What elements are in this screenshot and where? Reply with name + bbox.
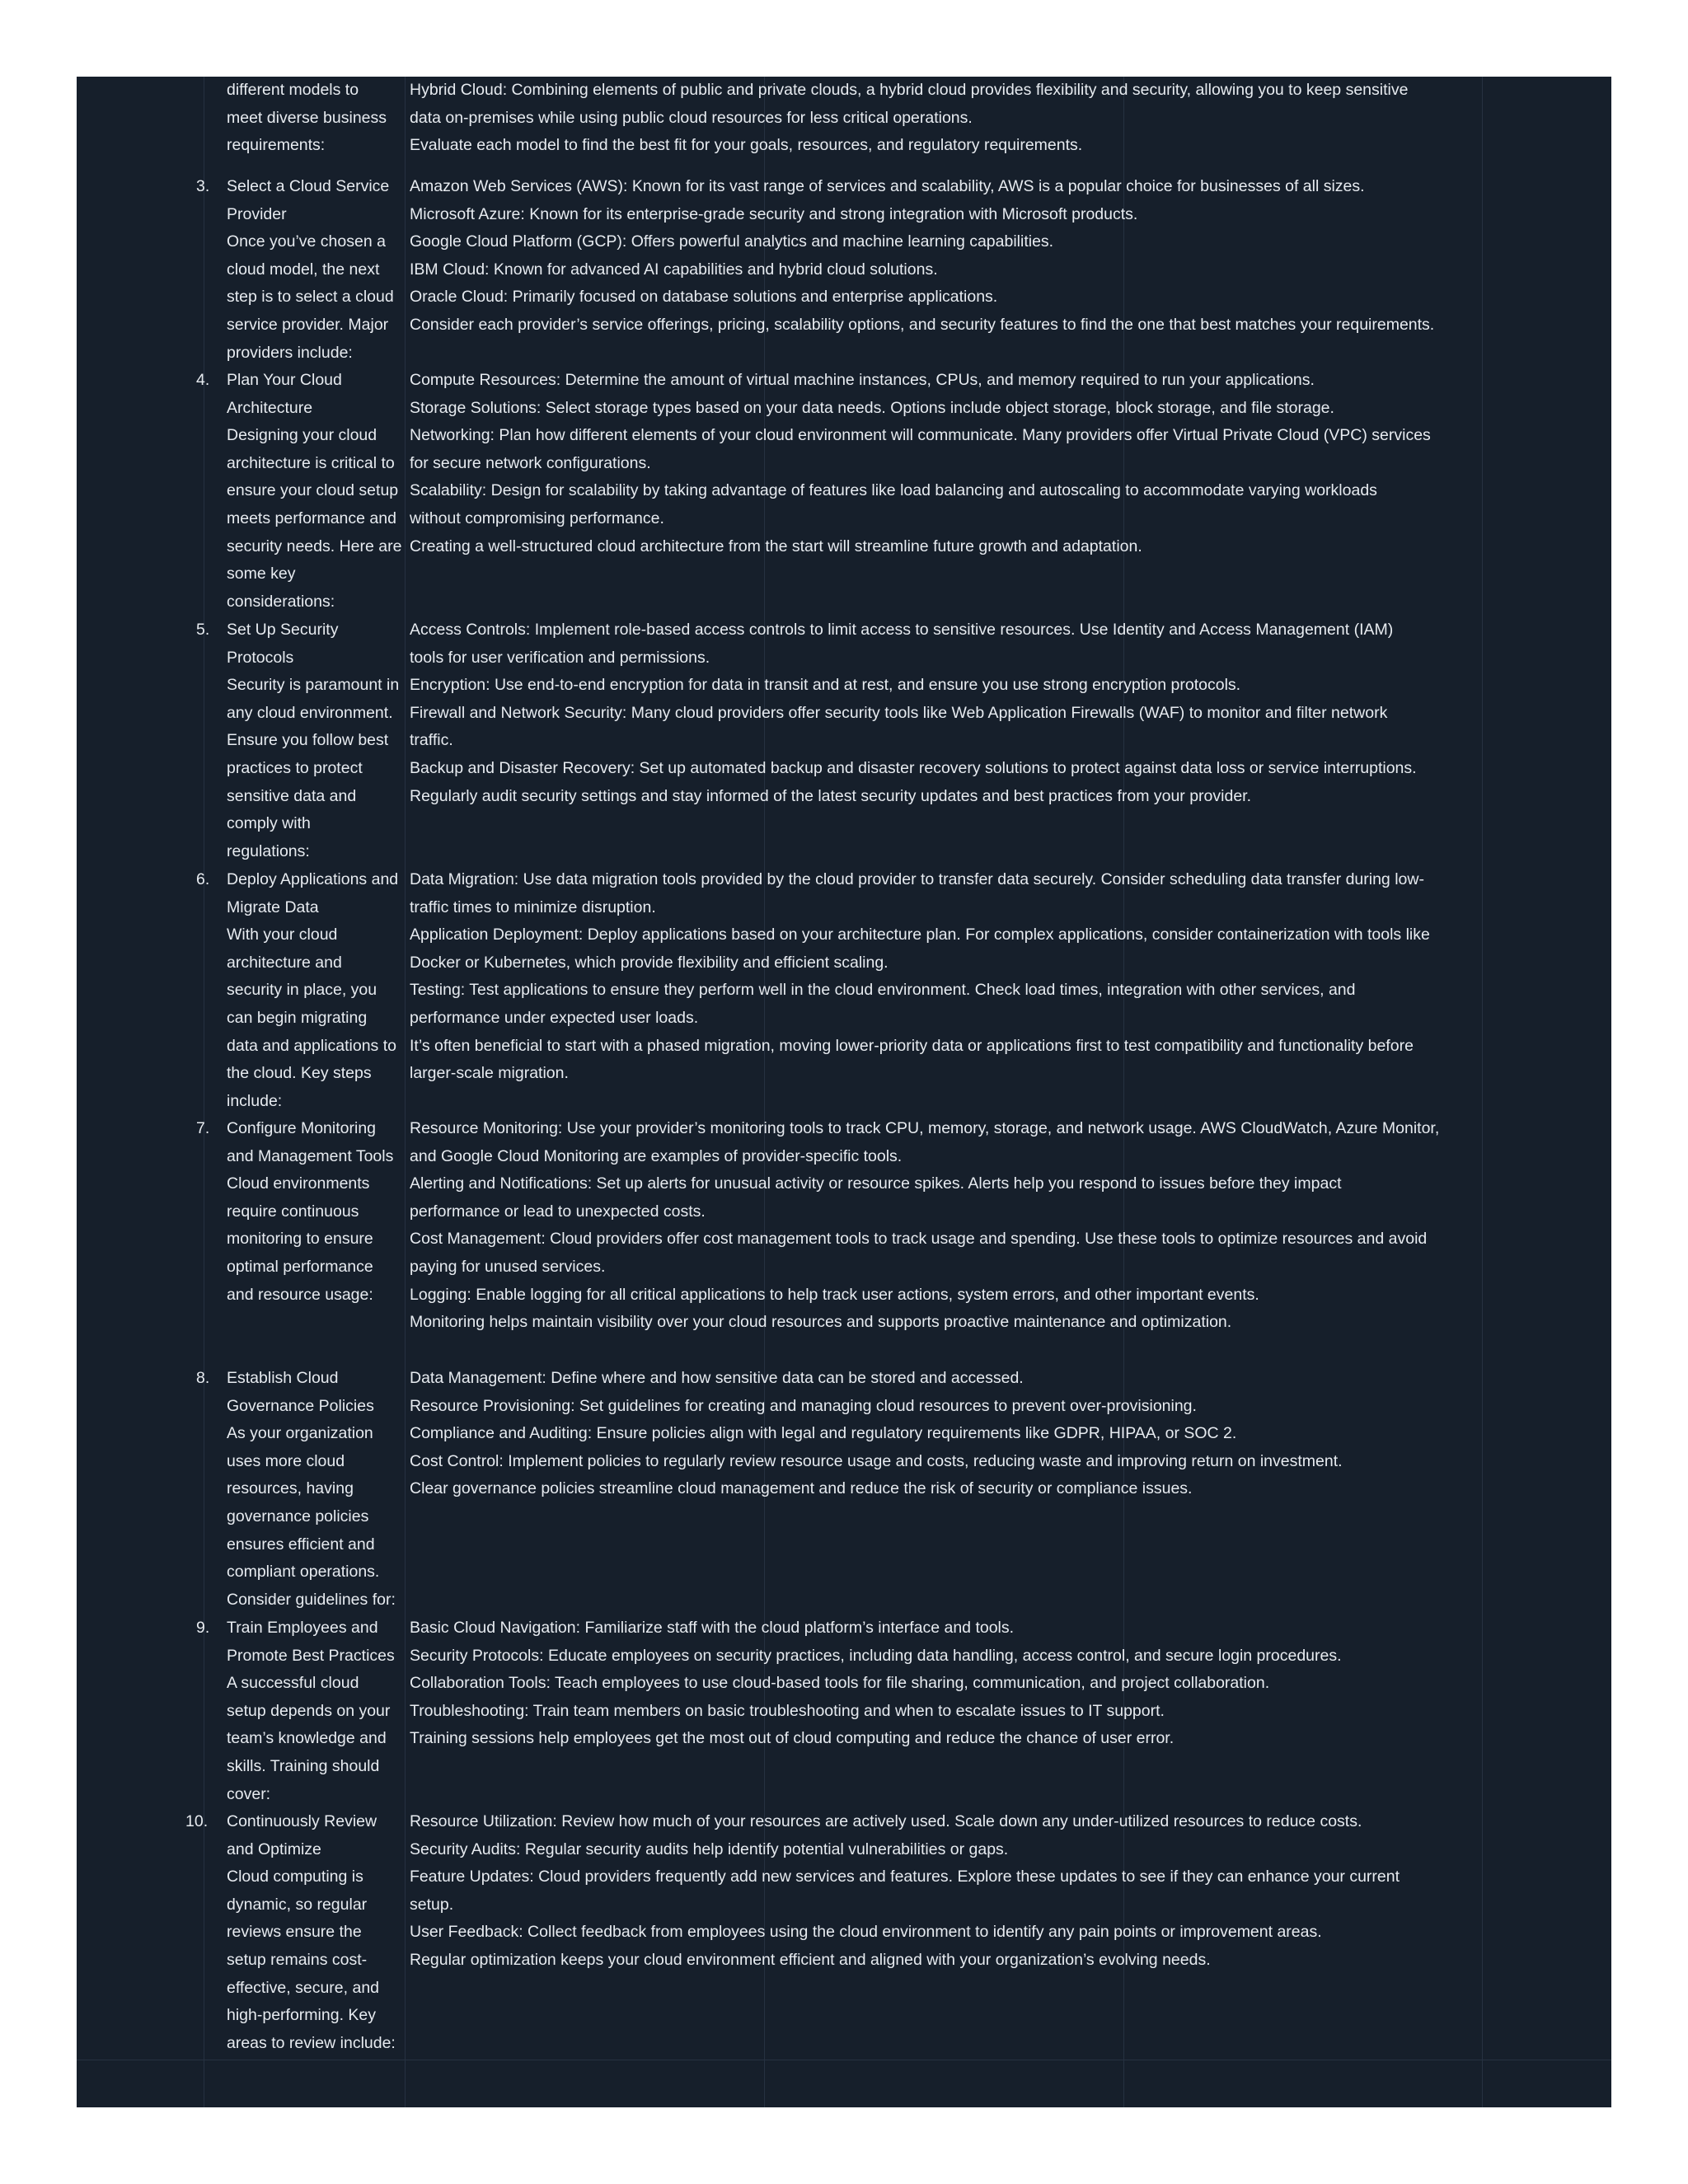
left-line: practices to protect <box>227 758 363 777</box>
section-6-left <box>227 866 410 1115</box>
section-10-left <box>227 1808 410 2057</box>
left-line: security needs. Here are <box>227 537 402 555</box>
right-line: Data Migration: Use data migration tools provided by the cloud provider to transfer data securely. Consider scheduling data transfer during low- <box>410 870 1424 888</box>
right-line: setup. <box>410 1895 454 1914</box>
section-number: 4. <box>196 371 210 389</box>
left-line: Governance Policies <box>227 1396 374 1415</box>
left-line: Cloud environments <box>227 1174 370 1193</box>
left-line: Once you’ve chosen a <box>227 232 386 251</box>
section-9-left <box>227 1615 410 1808</box>
left-line: compliant operations. <box>227 1563 380 1582</box>
section-number: 7. <box>196 1119 210 1137</box>
section-8-right <box>410 1365 1559 1503</box>
right-line: performance or lead to unexpected costs. <box>410 1202 706 1221</box>
section-10-right <box>410 1808 1559 1975</box>
right-line: Alerting and Notifications: Set up alerts for unusual activity or resource spikes. Alerts help you respond to issues before they impact <box>410 1174 1342 1193</box>
left-line: regulations: <box>227 841 310 860</box>
left-line: monitoring to ensure <box>227 1230 373 1249</box>
left-line: Set Up Security <box>227 621 339 639</box>
left-line: As your organization <box>227 1424 373 1443</box>
left-line: Designing your cloud <box>227 426 377 445</box>
right-line: traffic. <box>410 731 453 750</box>
right-line: Scalability: Design for scalability by taking advantage of features like load balancing and autoscaling to accommodate varying workloads <box>410 481 1377 500</box>
right-line: Encryption: Use end-to-end encryption for data in transit and at rest, and ensure you use strong encryption protocols. <box>410 676 1241 695</box>
left-line: some key <box>227 565 296 583</box>
right-line: data on-premises while using public cloud resources for less critical operations. <box>410 108 973 127</box>
left-line: Protocols <box>227 648 294 667</box>
right-line: Hybrid Cloud: Combining elements of public and private clouds, a hybrid cloud provides flexibility and security, allowing you to keep sensitive <box>410 81 1409 99</box>
right-line: Microsoft Azure: Known for its enterprise-grade security and strong integration with Microsoft products. <box>410 204 1138 223</box>
left-line: service provider. Major <box>227 315 389 334</box>
section-4-left <box>227 367 410 616</box>
section-number: 3. <box>196 177 210 195</box>
right-line: Storage Solutions: Select storage types based on your data needs. Options include object storage, block storage, and file storage. <box>410 398 1334 417</box>
right-line: Resource Provisioning: Set guidelines for creating and managing cloud resources to prevent over-provisioning. <box>410 1396 1197 1415</box>
section-5-right <box>410 616 1559 810</box>
left-line: high-performing. Key <box>227 2006 377 2025</box>
right-line: Docker or Kubernetes, which provide flexibility and efficient scaling. <box>410 953 889 972</box>
right-line: Evaluate each model to find the best fit for your goals, resources, and regulatory requirements. <box>410 136 1083 155</box>
left-line: ensures efficient and <box>227 1535 375 1554</box>
section-7-right <box>410 1115 1559 1337</box>
right-line: Amazon Web Services (AWS): Known for its vast range of services and scalability, AWS is a popular choice for businesses of all sizes. <box>410 177 1365 195</box>
right-line: Backup and Disaster Recovery: Set up automated backup and disaster recovery solutions to protect against data loss or service interruptions. <box>410 758 1417 777</box>
right-line: Compute Resources: Determine the amount of virtual machine instances, CPUs, and memory required to run your applications. <box>410 371 1315 389</box>
left-line: architecture is critical to <box>227 453 395 472</box>
right-line: paying for unused services. <box>410 1257 606 1276</box>
section-0-right <box>410 77 1559 160</box>
left-line: With your cloud <box>227 926 338 944</box>
section-0-left <box>227 77 410 160</box>
right-line: Compliance and Auditing: Ensure policies align with legal and regulatory requirements like GDPR, HIPAA, or SOC 2. <box>410 1424 1237 1443</box>
right-line: Cost Management: Cloud providers offer cost management tools to track usage and spending. Use these tools to optimize resources and avoid <box>410 1230 1428 1249</box>
section-7-left <box>227 1115 410 1309</box>
left-line: include: <box>227 1091 283 1110</box>
section-3-right <box>410 173 1559 340</box>
left-line: can begin migrating <box>227 1008 368 1027</box>
left-line: Deploy Applications and <box>227 870 399 888</box>
section-number: 5. <box>196 621 210 639</box>
left-line: comply with <box>227 814 311 833</box>
left-line: providers include: <box>227 343 353 362</box>
left-line: ensure your cloud setup <box>227 481 399 500</box>
left-line: optimal performance <box>227 1257 373 1276</box>
left-line: Migrate Data <box>227 898 319 916</box>
right-line: and Google Cloud Monitoring are examples of provider-specific tools. <box>410 1146 903 1165</box>
left-line: and Management Tools <box>227 1146 394 1165</box>
section-6-right <box>410 866 1559 1088</box>
left-line: data and applications to <box>227 1036 396 1055</box>
right-line: performance under expected user loads. <box>410 1008 699 1027</box>
left-line: uses more cloud <box>227 1451 345 1470</box>
left-line: Provider <box>227 204 287 223</box>
section-9-right <box>410 1615 1559 1753</box>
section-3-left <box>227 173 410 367</box>
left-line: Train Employees and <box>227 1619 378 1637</box>
section-number: 10. <box>185 1812 209 1830</box>
left-line: Select a Cloud Service <box>227 177 390 195</box>
left-line: Architecture <box>227 398 313 417</box>
left-line: A successful cloud <box>227 1674 359 1693</box>
left-line: resources, having <box>227 1479 354 1498</box>
right-line: Firewall and Network Security: Many cloud providers offer security tools like Web Application Firewalls (WAF) to monitor and filter network <box>410 703 1388 722</box>
right-line: Collaboration Tools: Teach employees to use cloud-based tools for file sharing, communication, and project collaboration. <box>410 1674 1270 1693</box>
right-line: Data Management: Define where and how sensitive data can be stored and accessed. <box>410 1369 1024 1387</box>
left-line: meet diverse business <box>227 108 387 127</box>
left-line: the cloud. Key steps <box>227 1064 372 1083</box>
section-number: 6. <box>196 870 210 888</box>
right-line: Networking: Plan how different elements of your cloud environment will communicate. Many providers offer Virtual Private Cloud (VPC) services <box>410 426 1431 445</box>
left-line: cover: <box>227 1784 271 1803</box>
left-line: skills. Training should <box>227 1756 380 1775</box>
right-line: Security Protocols: Educate employees on security practices, including data handling, access control, and secure login procedures. <box>410 1646 1342 1665</box>
right-line: tools for user verification and permissions. <box>410 648 710 667</box>
right-line: without compromising performance. <box>410 509 664 527</box>
left-line: Cloud computing is <box>227 1868 363 1886</box>
left-line: Security is paramount in <box>227 676 400 695</box>
right-line: Testing: Test applications to ensure they perform well in the cloud environment. Check load times, integration with other services, and <box>410 981 1356 1000</box>
right-line: Monitoring helps maintain visibility over your cloud resources and supports proactive maintenance and optimization. <box>410 1313 1232 1332</box>
left-line: Promote Best Practices <box>227 1646 395 1665</box>
left-line: security in place, you <box>227 981 377 1000</box>
right-line: User Feedback: Collect feedback from employees using the cloud environment to identify any pain points or improvement areas. <box>410 1923 1322 1942</box>
left-line: Plan Your Cloud <box>227 371 342 389</box>
left-line: reviews ensure the <box>227 1923 362 1942</box>
right-line: traffic times to minimize disruption. <box>410 898 656 916</box>
left-line: governance policies <box>227 1507 369 1526</box>
left-line: cloud model, the next <box>227 260 380 279</box>
right-line: Regular optimization keeps your cloud environment efficient and aligned with your organization’s evolving needs. <box>410 1950 1211 1969</box>
document-panel <box>77 77 1611 2107</box>
left-line: different models to <box>227 81 359 99</box>
left-line: require continuous <box>227 1202 359 1221</box>
right-line: larger-scale migration. <box>410 1064 569 1083</box>
section-8-left <box>227 1365 410 1614</box>
right-line: Logging: Enable logging for all critical applications to help track user actions, system errors, and other important events. <box>410 1285 1259 1304</box>
right-line: Creating a well-structured cloud architecture from the start will streamline future growth and adaptation. <box>410 537 1142 555</box>
right-line: for secure network configurations. <box>410 453 651 472</box>
left-line: requirements: <box>227 136 326 155</box>
section-number: 8. <box>196 1369 210 1387</box>
right-line: Security Audits: Regular security audits help identify potential vulnerabilities or gaps. <box>410 1840 1009 1858</box>
left-line: meets performance and <box>227 509 396 527</box>
left-line: and resource usage: <box>227 1285 373 1304</box>
right-line: Application Deployment: Deploy applications based on your architecture plan. For complex applications, consider containerization with tools like <box>410 926 1430 944</box>
left-line: and Optimize <box>227 1840 321 1858</box>
right-line: Troubleshooting: Train team members on basic troubleshooting and when to escalate issues to IT support. <box>410 1701 1165 1720</box>
left-line: step is to select a cloud <box>227 288 394 307</box>
left-line: Establish Cloud <box>227 1369 339 1387</box>
right-line: Consider each provider’s service offerings, pricing, scalability options, and security features to find the one that best matches your requirements. <box>410 315 1435 334</box>
right-line: Training sessions help employees get the most out of cloud computing and reduce the chance of user error. <box>410 1729 1175 1748</box>
left-line: setup remains cost- <box>227 1950 368 1969</box>
left-line: considerations: <box>227 592 335 611</box>
left-line: any cloud environment. <box>227 703 393 722</box>
left-line: sensitive data and <box>227 786 357 805</box>
left-line: dynamic, so regular <box>227 1895 368 1914</box>
right-line: Resource Utilization: Review how much of your resources are actively used. Scale down any under-utilized resources to reduce costs. <box>410 1812 1362 1830</box>
left-line: Configure Monitoring <box>227 1119 377 1137</box>
right-line: Cost Control: Implement policies to regularly review resource usage and costs, reducing waste and improving return on investment. <box>410 1451 1343 1470</box>
right-line: IBM Cloud: Known for advanced AI capabilities and hybrid cloud solutions. <box>410 260 938 279</box>
right-line: It’s often beneficial to start with a phased migration, moving lower-priority data or applications first to test compatibility and functionality before <box>410 1036 1414 1055</box>
right-line: Clear governance policies streamline cloud management and reduce the risk of security or compliance issues. <box>410 1479 1193 1498</box>
section-4-right <box>410 367 1559 560</box>
right-line: Google Cloud Platform (GCP): Offers powerful analytics and machine learning capabilities. <box>410 232 1054 251</box>
section-number: 9. <box>196 1619 210 1637</box>
left-line: areas to review include: <box>227 2033 396 2052</box>
left-line: effective, secure, and <box>227 1978 380 1997</box>
right-line: Resource Monitoring: Use your provider’s monitoring tools to track CPU, memory, storage, and network usage. AWS CloudWatch, Azure Monitor, <box>410 1119 1440 1137</box>
right-line: Regularly audit security settings and stay informed of the latest security updates and best practices from your provider. <box>410 786 1252 805</box>
left-line: Ensure you follow best <box>227 731 389 750</box>
left-line: Consider guidelines for: <box>227 1590 396 1609</box>
right-line: Access Controls: Implement role-based access controls to limit access to sensitive resources. Use Identity and Access Management (IAM) <box>410 621 1394 639</box>
right-line: Oracle Cloud: Primarily focused on database solutions and enterprise applications. <box>410 288 998 307</box>
left-line: team’s knowledge and <box>227 1729 387 1748</box>
section-5-left <box>227 616 410 865</box>
right-line: Basic Cloud Navigation: Familiarize staff with the cloud platform’s interface and tools. <box>410 1619 1015 1637</box>
left-line: setup depends on your <box>227 1701 391 1720</box>
left-line: Continuously Review <box>227 1812 377 1830</box>
right-line: Feature Updates: Cloud providers frequently add new services and features. Explore these updates to see if they can enhance your current <box>410 1868 1400 1886</box>
left-line: architecture and <box>227 953 342 972</box>
